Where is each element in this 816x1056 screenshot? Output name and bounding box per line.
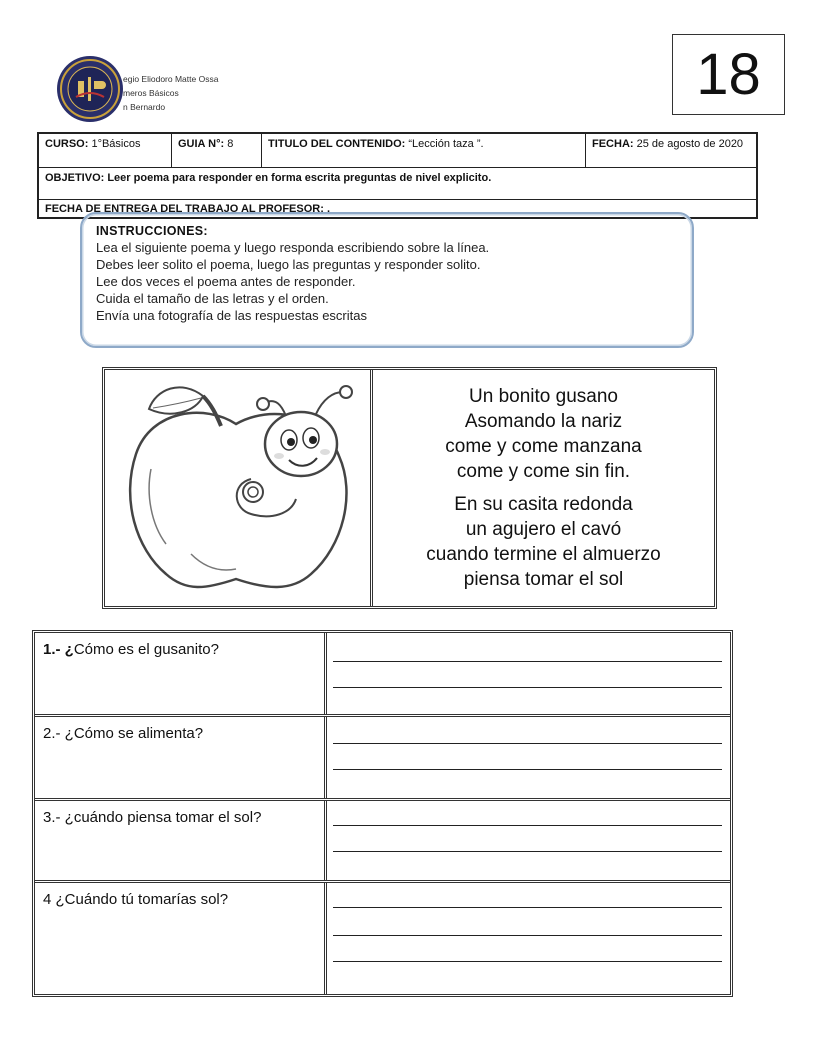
instruction-line: Envía una fotografía de las respuestas escritas [96, 308, 367, 323]
poem-text [373, 370, 714, 606]
guia-value: 8 [227, 138, 234, 150]
answer-line[interactable] [333, 661, 722, 662]
header-row-1 [39, 134, 756, 168]
question-number: 1.- ¿ [43, 641, 74, 658]
question-row [35, 883, 730, 994]
poem-line: Un bonito gusano [469, 386, 618, 407]
poem-line: un agujero el cavó [465, 519, 622, 540]
instruction-line: Lea el siguiente poema y luego responda escribiendo sobre la línea. [96, 240, 490, 255]
page-number: 18 [672, 34, 785, 115]
school-line-2: meros Básicos [123, 88, 179, 98]
instruction-line: Lee dos veces el poema antes de responder. [96, 274, 356, 289]
answer-area[interactable] [327, 883, 730, 994]
question-cell [35, 801, 327, 880]
questions-table [32, 630, 733, 997]
question-row [35, 801, 730, 883]
guia-label: GUIA N°: [178, 138, 225, 150]
poem-line: cuando termine el almuerzo [426, 544, 661, 565]
instructions-box [80, 212, 694, 348]
answer-area[interactable] [327, 801, 730, 880]
question-text: Cómo es el gusanito? [73, 641, 219, 658]
fecha-value: 25 de agosto de 2020 [636, 138, 744, 150]
instruction-line: Cuida el tamaño de las letras y el orden. [96, 291, 329, 306]
poem-box [102, 367, 717, 609]
school-line-3: n Bernardo [123, 102, 166, 112]
poem-stanza-2 [373, 492, 714, 592]
answer-line[interactable] [333, 743, 722, 744]
header-row-2 [39, 168, 756, 200]
answer-line[interactable] [333, 851, 722, 852]
question-cell [35, 633, 327, 714]
fecha-label: FECHA: [592, 138, 634, 150]
school-logo [56, 55, 124, 123]
curso-label: CURSO: [45, 138, 89, 150]
answer-area[interactable] [327, 633, 730, 714]
school-line-1: egio Eliodoro Matte Ossa [123, 74, 219, 84]
instructions-title: INSTRUCCIONES: [96, 224, 208, 238]
instruction-line: Debes leer solito el poema, luego las preguntas y responder solito. [96, 257, 481, 272]
question-cell [35, 883, 327, 994]
answer-line[interactable] [333, 907, 722, 908]
fecha-cell [586, 134, 756, 167]
answer-line[interactable] [333, 961, 722, 962]
titulo-label: TITULO DEL CONTENIDO: [268, 138, 406, 150]
apple-worm-illustration [105, 370, 373, 606]
titulo-cell [262, 134, 586, 167]
poem-line: En su casita redonda [454, 494, 633, 515]
poem-line: piensa tomar el sol [463, 569, 624, 590]
poem-stanza-1 [373, 384, 714, 484]
entrega-cell: FECHA DE ENTREGA DEL TRABAJO AL PROFESOR: . [45, 203, 331, 215]
answer-line[interactable] [333, 825, 722, 826]
answer-line[interactable] [333, 935, 722, 936]
answer-area[interactable] [327, 717, 730, 798]
guia-cell [172, 134, 262, 167]
question-row [35, 633, 730, 717]
answer-line[interactable] [333, 769, 722, 770]
header-table [37, 132, 758, 219]
objetivo-cell: OBJETIVO: Leer poema para responder en forma escrita preguntas de nivel explicito. [45, 172, 492, 184]
curso-cell [39, 134, 172, 167]
poem-line: come y come sin fin. [456, 461, 631, 482]
poem-line: come y come manzana [445, 436, 642, 457]
answer-line[interactable] [333, 687, 722, 688]
question-cell [35, 717, 327, 798]
question-text: 2.- ¿Cómo se alimenta? [43, 725, 204, 742]
question-text: 3.- ¿cuándo piensa tomar el sol? [43, 809, 262, 826]
titulo-value: “Lección taza ”. [408, 138, 484, 150]
school-name [123, 72, 218, 114]
question-text: 4 ¿Cuándo tú tomarías sol? [43, 891, 229, 908]
poem-line: Asomando la nariz [464, 411, 623, 432]
question-row [35, 717, 730, 801]
curso-value: 1°Básicos [91, 138, 141, 150]
